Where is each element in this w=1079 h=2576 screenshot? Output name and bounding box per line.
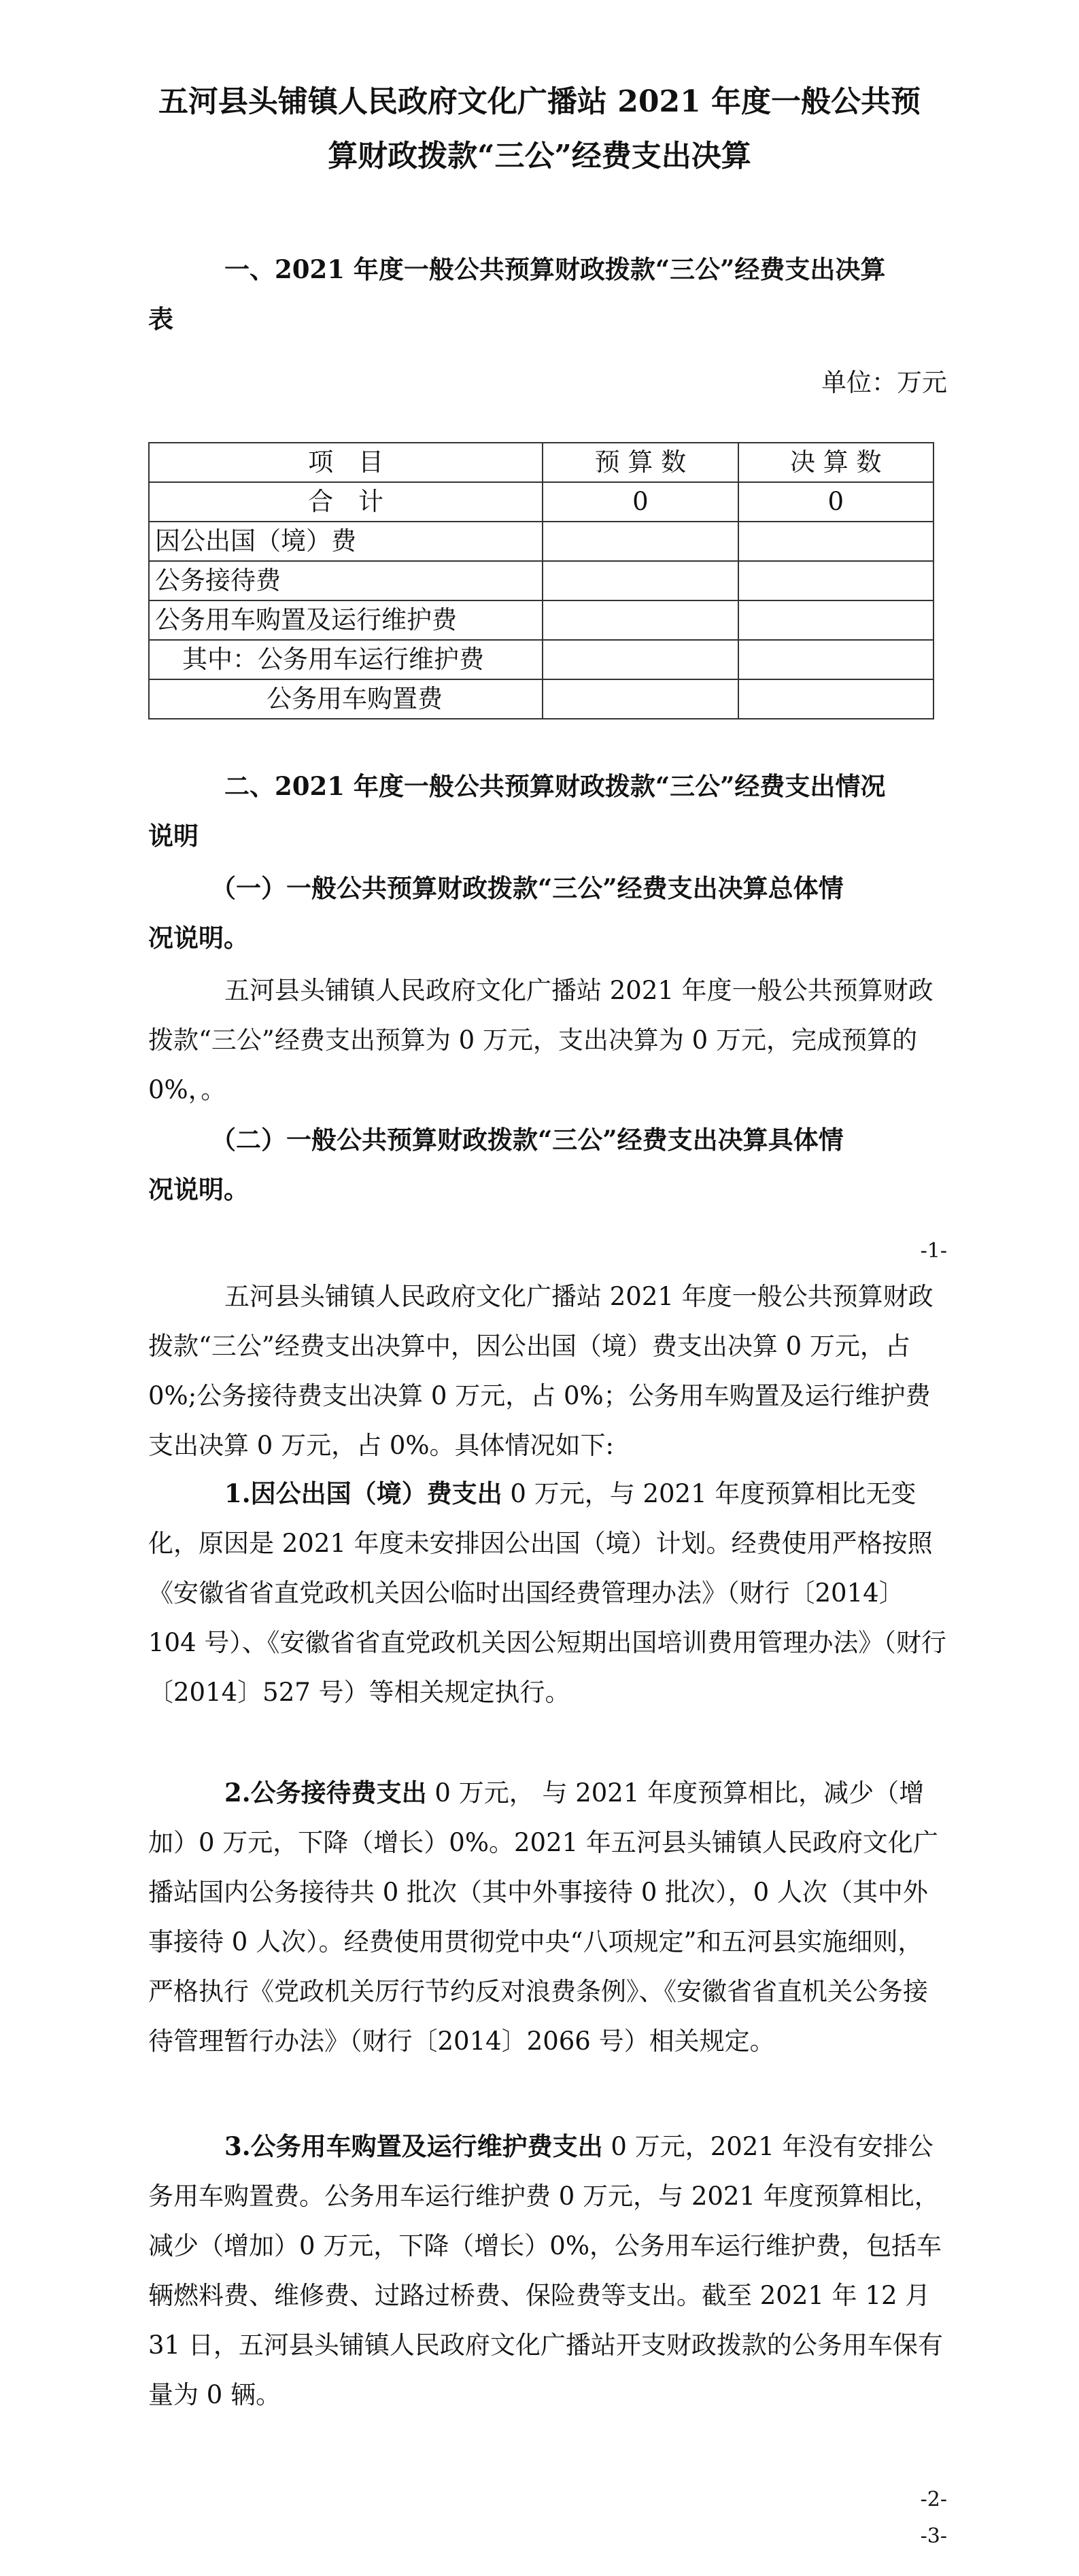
table-cell-budget: 0 <box>543 482 738 522</box>
item-3-text: 0 万元，2021 年没有安排公务用车购置费。公务用车运行维护费 0 万元，与 2021 年度预算相比，减少（增加）0 万元，下降（增长）0%，公务用车运行维护费，包括车辆燃料费、维修费、过路过桥费、保险费等支出。截至 2021 年 12 月 31 日，五河县头铺镇人民政府文化广播站开支财政拨款的公务用车保有量为 0 辆。 <box>148 2132 943 2409</box>
subsection-2-heading-line-2: 况说明。 <box>148 1174 249 1204</box>
section-2-heading-line-1: 二、2021 年度一般公共预算财政拨款“三公”经费支出情况 <box>224 771 886 801</box>
table-cell-item: 公务接待费 <box>149 561 543 600</box>
table-cell-actual <box>738 561 934 600</box>
table-cell-item: 因公出国（境）费 <box>149 522 543 561</box>
table-cell-budget <box>543 522 738 561</box>
unit-label: 单位：万元 <box>821 368 947 397</box>
item-2-text: 0 万元， 与 2021 年度预算相比，减少（增加）0 万元，下降（增长）0%。2021 年五河县头铺镇人民政府文化广播站国内公务接待共 0 批次（其中外事接待 0 批次），0 人次（其中外事接待 0 人次）。经费使用贯彻党中央“八项规定”和五河县实施细则，严格执行《党政机关厉行节约反对浪费条例》、《安徽省省直机关公务接待管理暂行办法》（财行〔2014〕2066 号）相关规定。 <box>148 1778 938 2056</box>
paragraph-overall: 五河县头铺镇人民政府文化广播站 2021 年度一般公共预算财政拨款“三公”经费支出预算为 0 万元，支出决算为 0 万元，完成预算的 0%，。 <box>148 976 934 1104</box>
paragraph-detail: 五河县头铺镇人民政府文化广播站 2021 年度一般公共预算财政拨款“三公”经费支出决算中，因公出国（境）费支出决算 0 万元，占 0%;公务接待费支出决算 0 万元，占 0%；公务用车购置及运行维护费支出决算 0 万元，占 0%。具体情况如下: <box>148 1282 934 1460</box>
item-1-paragraph <box>148 1469 947 1717</box>
table-header-row <box>149 443 934 482</box>
item-2-lead: 2.公务接待费支出 <box>224 1778 427 1808</box>
document-title <box>102 75 977 184</box>
table-row <box>149 522 934 561</box>
table-cell-budget <box>543 640 738 679</box>
table-row <box>149 600 934 640</box>
table-cell-item: 其中：公务用车运行维护费 <box>149 640 543 679</box>
header-actual: 决 算 数 <box>738 443 934 482</box>
item-2-paragraph <box>148 1768 947 2066</box>
table-row <box>149 640 934 679</box>
title-line-2: 算财政拨款“三公”经费支出决算 <box>328 139 751 173</box>
expense-table <box>148 442 934 719</box>
table-cell-actual <box>738 679 934 719</box>
table-row-total <box>149 482 934 522</box>
table-cell-actual <box>738 600 934 640</box>
title-line-1: 五河县头铺镇人民政府文化广播站 2021 年度一般公共预 <box>158 84 921 119</box>
table-row <box>149 561 934 600</box>
table-cell-item: 公务用车购置及运行维护费 <box>149 600 543 640</box>
section-2-heading <box>148 762 947 861</box>
table-cell-item: 公务用车购置费 <box>149 679 543 719</box>
subsection-2-heading-line-1: （二）一般公共预算财政拨款“三公”经费支出决算具体情 <box>211 1125 844 1155</box>
header-budget: 预 算 数 <box>543 443 738 482</box>
page-number-2: -2- <box>920 2488 947 2511</box>
section-1-heading-line-1: 一、2021 年度一般公共预算财政拨款“三公”经费支出决算 <box>224 254 886 284</box>
table-cell-budget <box>543 679 738 719</box>
item-1-lead: 1.因公出国（境）费支出 <box>224 1478 502 1508</box>
table-cell-actual: 0 <box>738 482 934 522</box>
page-number-1: -1- <box>920 1239 947 1263</box>
table-cell-budget <box>543 600 738 640</box>
section-1-heading-line-2: 表 <box>148 304 173 334</box>
item-1-text: 0 万元，与 2021 年度预算相比无变化，原因是 2021 年度未安排因公出国（境）计划。经费使用严格按照《安徽省省直党政机关因公临时出国经费管理办法》（财行〔2014〕104 号）、《安徽省省直党政机关因公短期出国培训费用管理办法》（财行〔2014〕527 号）等相关规定执行。 <box>148 1479 946 1707</box>
table-cell-actual <box>738 522 934 561</box>
header-item: 项 目 <box>149 443 543 482</box>
page-number-3: -3- <box>920 2524 947 2548</box>
subsection-2-heading <box>148 1115 947 1215</box>
table-cell-item: 合 计 <box>149 482 543 522</box>
subsection-1-heading-line-1: （一）一般公共预算财政拨款“三公”经费支出决算总体情 <box>211 873 844 903</box>
subsection-1-heading-line-2: 况说明。 <box>148 923 249 953</box>
section-2-heading-line-2: 说明 <box>148 821 199 851</box>
table-cell-budget <box>543 561 738 600</box>
subsection-1-heading <box>148 864 947 963</box>
section-1-heading <box>148 245 947 344</box>
table-cell-actual <box>738 640 934 679</box>
table-row <box>149 679 934 719</box>
item-3-paragraph <box>148 2122 947 2420</box>
item-3-lead: 3.公务用车购置及运行维护费支出 <box>224 2131 603 2161</box>
